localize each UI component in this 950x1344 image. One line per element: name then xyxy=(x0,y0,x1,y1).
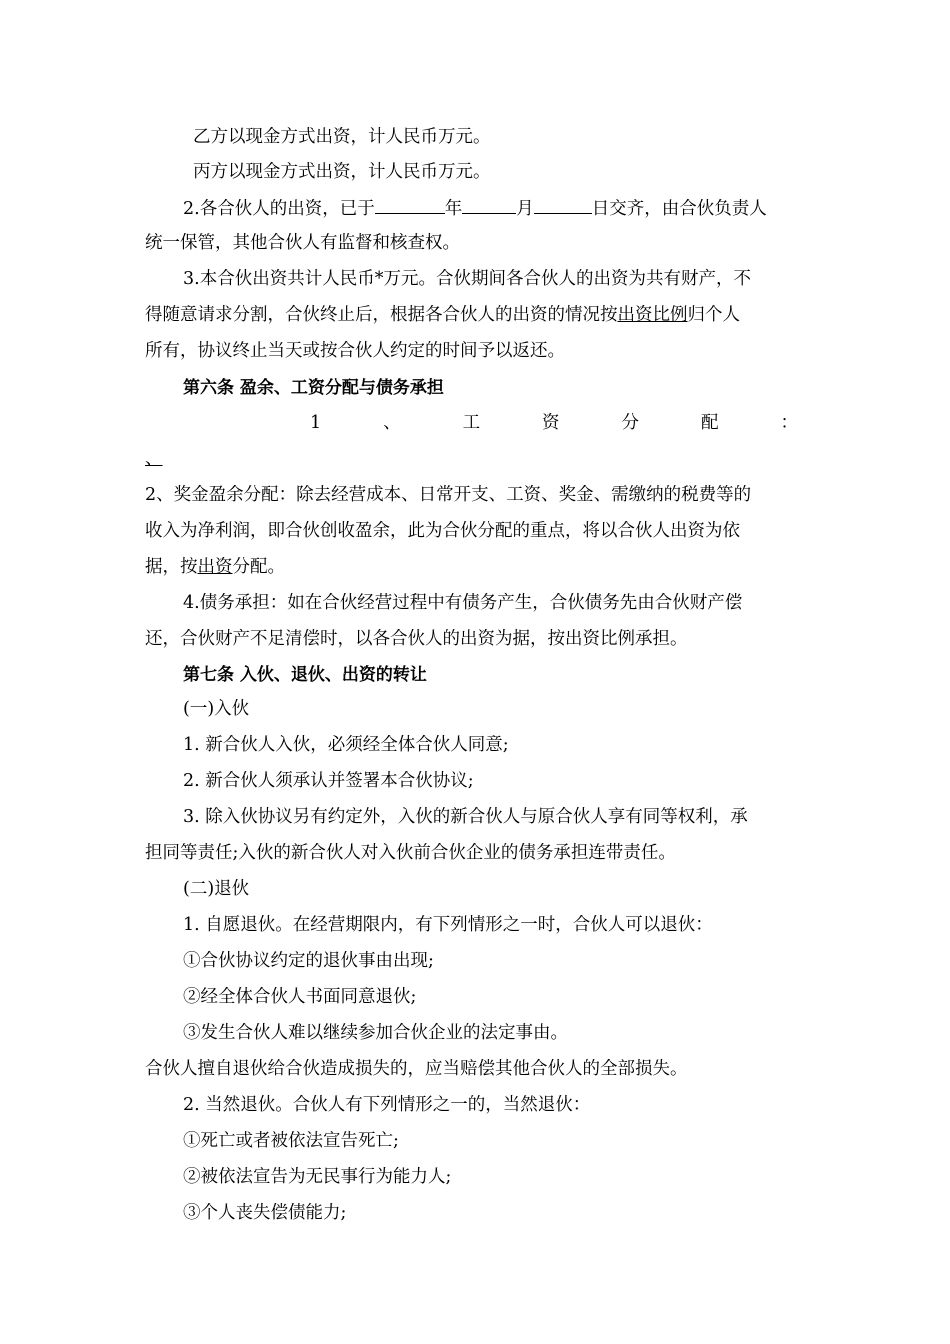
char: 、 xyxy=(383,413,401,433)
list-item: ③发生合伙人难以继续参加合伙企业的法定事由。 xyxy=(183,1023,568,1043)
subsection-heading: (二)退伙 xyxy=(183,879,250,899)
paragraph-line: 丙方以现金方式出资，计人民币万元。 xyxy=(193,162,491,182)
paragraph-line xyxy=(183,196,767,220)
paragraph-line xyxy=(145,304,740,326)
text-span: 日交齐，由合伙负责人 xyxy=(591,199,767,219)
paragraph-line: 乙方以现金方式出资，计人民币万元。 xyxy=(193,127,491,147)
paragraph-line: 还，合伙财产不足清偿时，以各合伙人的出资为据，按出资比例承担。 xyxy=(145,629,688,649)
section-heading: 第七条 入伙、退伙、出资的转让 xyxy=(183,665,427,685)
section-heading: 第六条 盈余、工资分配与债务承担 xyxy=(183,378,444,398)
char: 1 xyxy=(310,413,322,433)
paragraph-line: 、 xyxy=(145,449,163,469)
list-item: 1. 自愿退伙。在经营期限内，有下列情形之一时，合伙人可以退伙： xyxy=(183,915,713,935)
underlined-term: 出资比例 xyxy=(617,305,688,325)
text-span: 据，按 xyxy=(145,557,198,577)
char: 配 xyxy=(700,413,719,433)
list-item: 2. 当然退伙。合伙人有下列情形之一的，当然退伙： xyxy=(183,1095,591,1115)
underlined-term: 出资 xyxy=(197,557,233,577)
paragraph-line: 合伙人擅自退伙给合伙造成损失的，应当赔偿其他合伙人的全部损失。 xyxy=(145,1059,688,1079)
char: 工 xyxy=(462,413,481,433)
paragraph-line: 统一保管，其他合伙人有监督和核查权。 xyxy=(145,233,460,253)
char: 资 xyxy=(542,413,560,433)
blank-field xyxy=(375,196,445,214)
text-span: 月 xyxy=(516,199,534,219)
list-item: 2. 新合伙人须承认并签署本合伙协议; xyxy=(183,771,474,791)
text-span: 年 xyxy=(444,199,463,219)
list-item: 3. 除入伙协议另有约定外，入伙的新合伙人与原合伙人享有同等权利，承 xyxy=(183,807,748,827)
list-item: ②被依法宣告为无民事行为能力人; xyxy=(183,1167,452,1187)
text-span: 归个人 xyxy=(687,305,740,325)
paragraph-line: 担同等责任;入伙的新合伙人对入伙前合伙企业的债务承担连带责任。 xyxy=(145,843,676,863)
list-item: ③个人丧失偿债能力; xyxy=(183,1203,347,1223)
list-item: ①合伙协议约定的退伙事由出现; xyxy=(183,951,434,971)
spread-line xyxy=(310,412,798,434)
char: 分 xyxy=(621,413,640,433)
paragraph-line xyxy=(145,556,285,578)
blank-field xyxy=(534,196,592,214)
text-span: 分配。 xyxy=(232,557,285,577)
paragraph-line: 3.本合伙出资共计人民币*万元。合伙期间各合伙人的出资为共有财产，不 xyxy=(183,269,751,289)
paragraph-line: 4.债务承担：如在合伙经营过程中有债务产生，合伙债务先由合伙财产偿 xyxy=(183,593,743,613)
text-span: 2.各合伙人的出资，已于 xyxy=(183,199,375,219)
list-item: 1. 新合伙人入伙，必须经全体合伙人同意; xyxy=(183,735,509,755)
paragraph-line: 收入为净利润，即合伙创收盈余，此为合伙分配的重点，将以合伙人出资为依 xyxy=(145,521,740,541)
text-span: 得随意请求分割，合伙终止后，根据各合伙人的出资的情况按 xyxy=(145,305,618,325)
blank-field xyxy=(462,196,516,214)
list-item: ①死亡或者被依法宣告死亡; xyxy=(183,1131,399,1151)
paragraph-line: 2、奖金盈余分配：除去经营成本、日常开支、工资、奖金、需缴纳的税费等的 xyxy=(145,485,752,505)
list-item: ②经全体合伙人书面同意退伙; xyxy=(183,987,417,1007)
paragraph-line: 所有，协议终止当天或按合伙人约定的时间予以返还。 xyxy=(145,341,565,361)
char: ： xyxy=(780,413,798,433)
subsection-heading: (一)入伙 xyxy=(183,699,250,719)
